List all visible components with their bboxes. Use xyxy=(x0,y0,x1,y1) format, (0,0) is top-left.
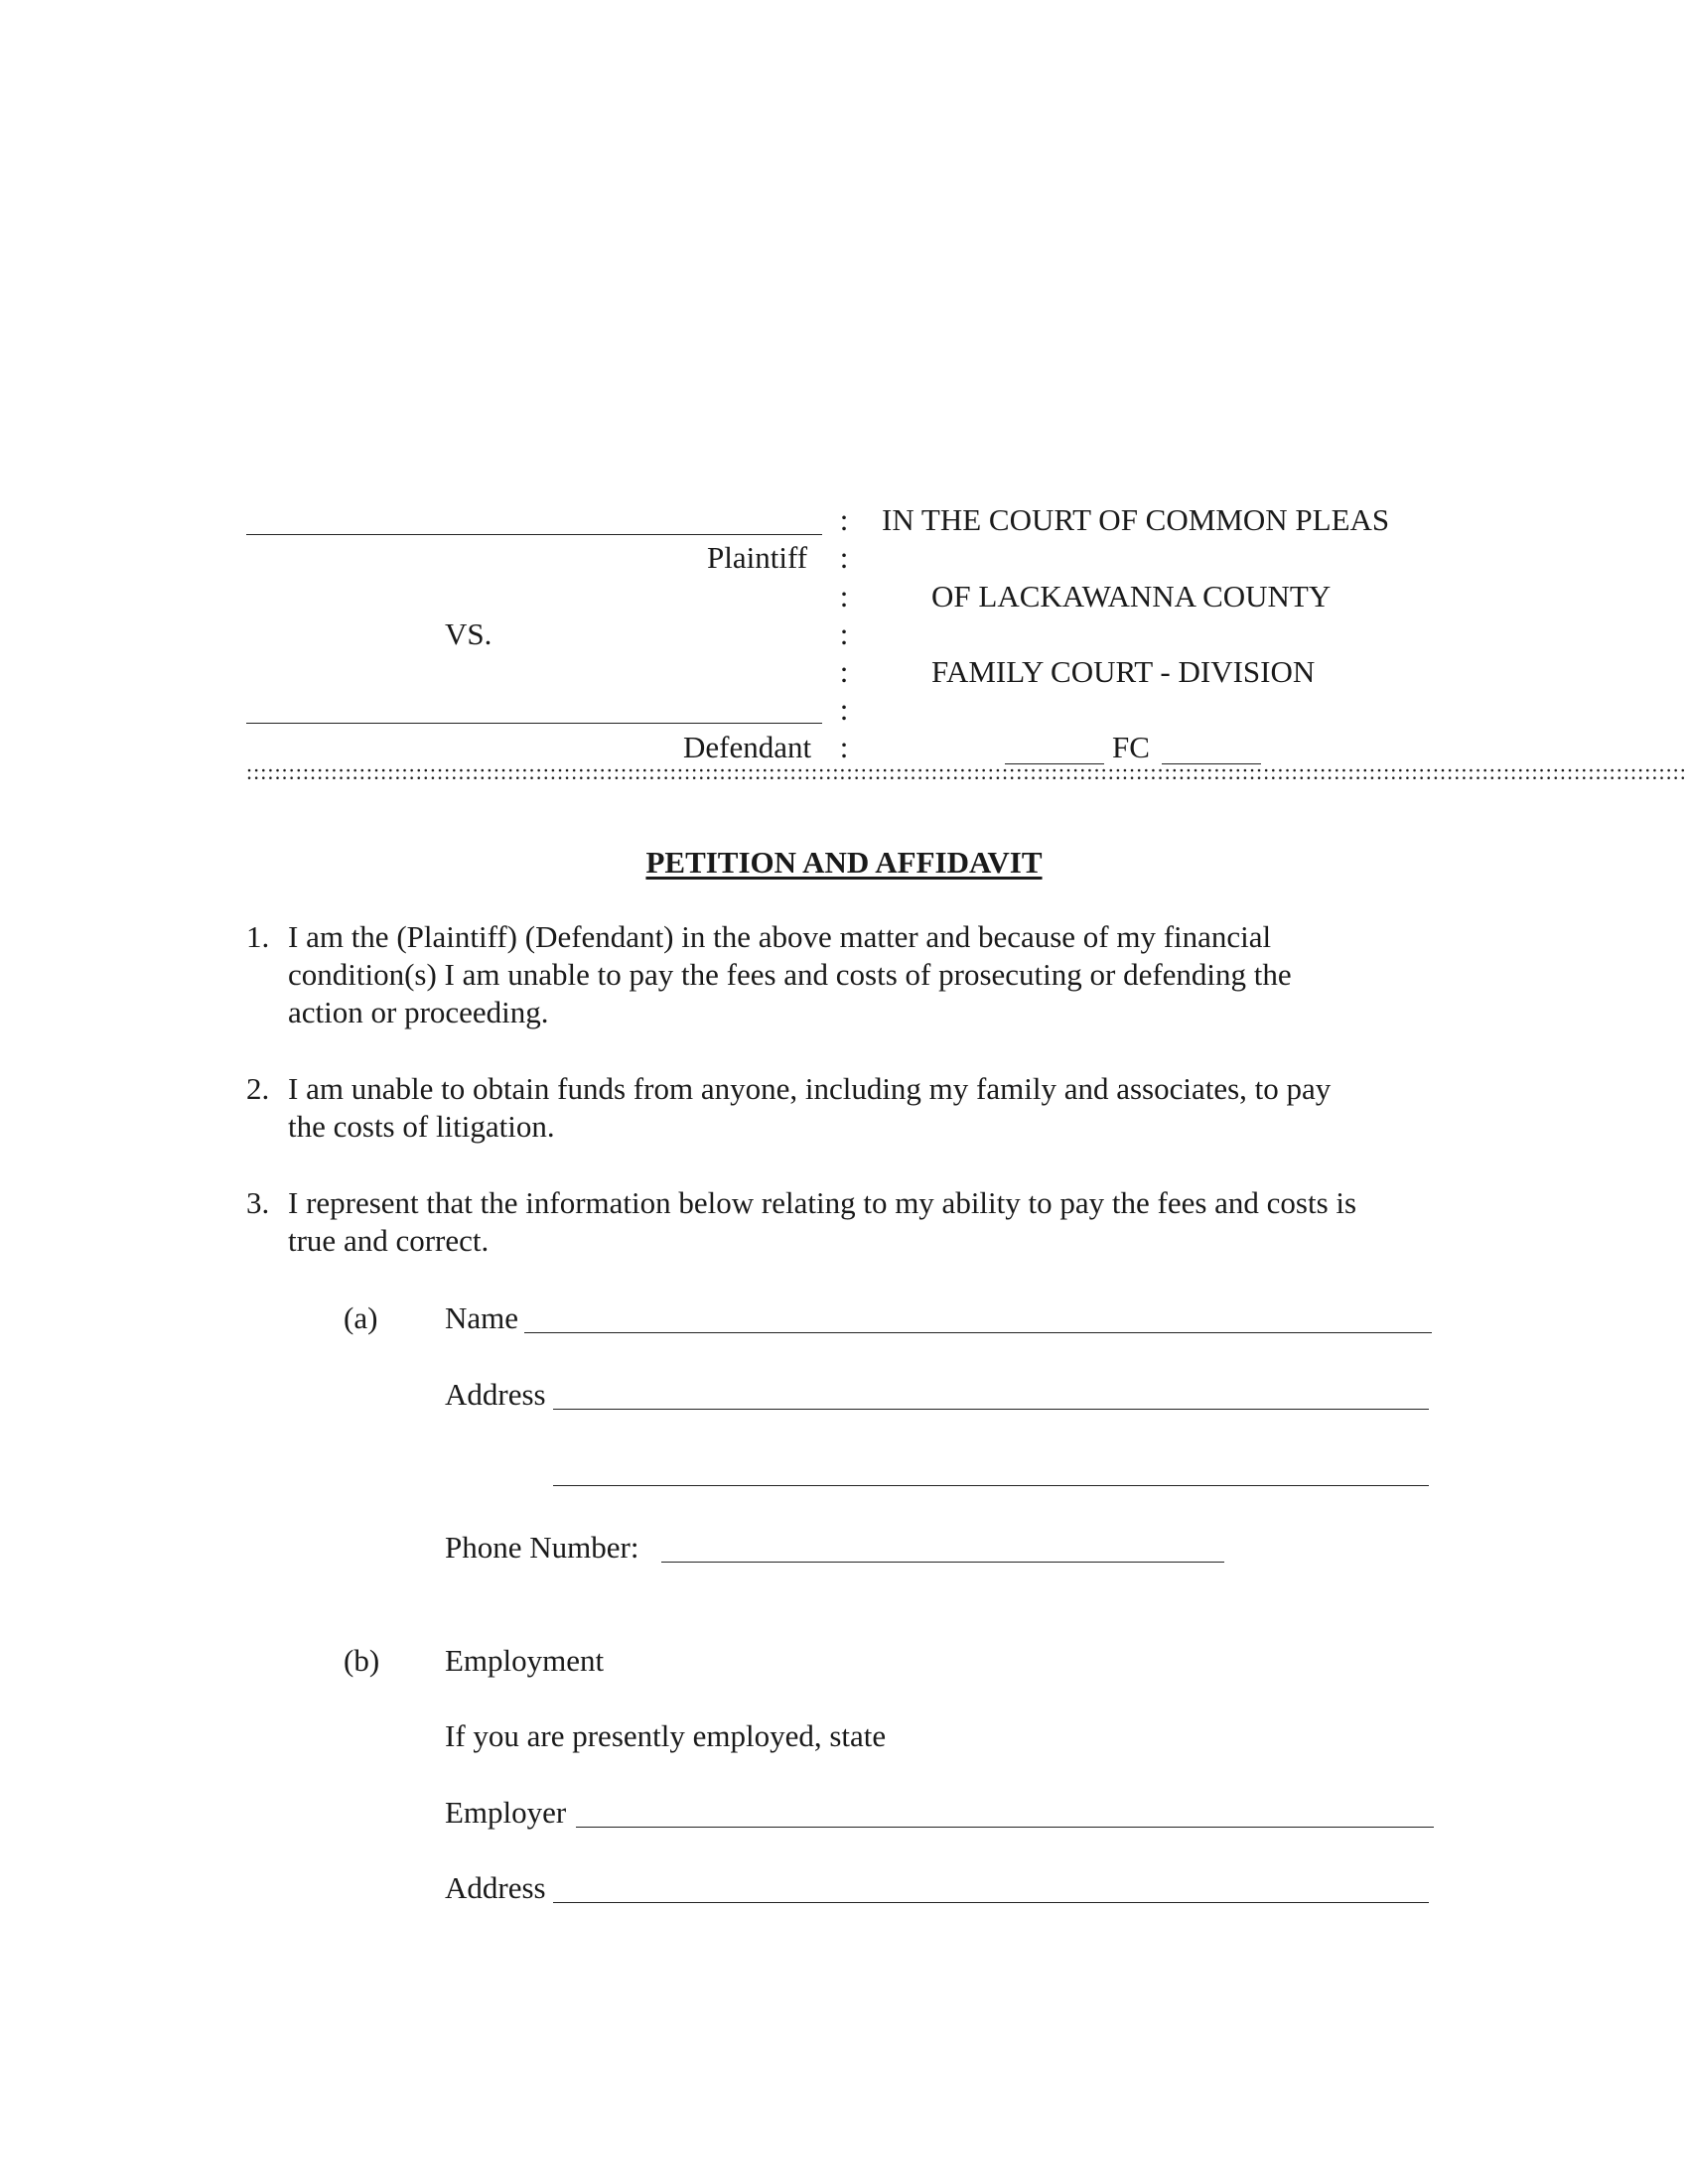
paragraph-line: true and correct. xyxy=(288,1223,490,1258)
name-field[interactable] xyxy=(524,1332,1432,1333)
court-name-line2: OF LACKAWANNA COUNTY xyxy=(931,579,1332,614)
paragraph-number: 3. xyxy=(246,1185,270,1220)
employer-address-field[interactable] xyxy=(553,1902,1429,1903)
paragraph-line: I am the (Plaintiff) (Defendant) in the above matter and because of my financial xyxy=(288,919,1272,954)
paragraph-line: condition(s) I am unable to pay the fees and costs of prosecuting or defending the xyxy=(288,957,1292,992)
section-b-marker: (b) xyxy=(344,1643,380,1678)
address-label: Address xyxy=(445,1377,546,1412)
employer-label: Employer xyxy=(445,1795,567,1830)
employer-field[interactable] xyxy=(576,1827,1434,1828)
caption-colon: : xyxy=(839,579,849,614)
paragraph-1 xyxy=(246,918,1438,1031)
employment-heading: Employment xyxy=(445,1643,605,1678)
paragraph-2 xyxy=(246,1070,1438,1146)
paragraph-number: 1. xyxy=(246,919,270,954)
paragraph-line: I am unable to obtain funds from anyone, including my family and associates, to pay xyxy=(288,1071,1332,1106)
plaintiff-name-field[interactable] xyxy=(246,534,822,535)
plaintiff-label: Plaintiff xyxy=(707,540,808,575)
paragraph-number: 2. xyxy=(246,1071,270,1106)
caption-divider: :::::::::::::::::::::::::::::::::::::::::::::::::::::::::::::::::::::::::::::::::::::::::::::::::::::::::::::::::::::::::::::::::::::::::::::::::::::::::::::::::::::::::::::::::::::::::::::::::::::::::::: xyxy=(246,759,1687,784)
paragraph-line: I represent that the information below relating to my ability to pay the fees and costs is xyxy=(288,1185,1357,1220)
caption-colon: : xyxy=(839,692,849,727)
court-name-line1: IN THE COURT OF COMMON PLEAS xyxy=(882,502,1390,537)
caption-colon: : xyxy=(839,654,849,689)
employment-instruction: If you are presently employed, state xyxy=(445,1718,887,1753)
defendant-label: Defendant xyxy=(683,730,812,764)
paragraph-line: action or proceeding. xyxy=(288,995,549,1029)
phone-number-label: Phone Number: xyxy=(445,1530,639,1565)
document-title: PETITION AND AFFIDAVIT xyxy=(645,845,1043,880)
address-field[interactable] xyxy=(553,1409,1429,1410)
paragraph-line: the costs of litigation. xyxy=(288,1109,555,1144)
paragraph-3 xyxy=(246,1184,1438,1260)
docket-fc-label: FC xyxy=(1112,730,1150,764)
caption-colon: : xyxy=(839,730,849,764)
address-field-line2[interactable] xyxy=(553,1485,1429,1486)
phone-number-field[interactable] xyxy=(661,1562,1224,1563)
employer-address-label: Address xyxy=(445,1870,546,1905)
name-label: Name xyxy=(445,1300,519,1335)
court-division: FAMILY COURT - DIVISION xyxy=(931,654,1316,689)
caption-colon: : xyxy=(839,540,849,575)
caption-colon: : xyxy=(839,502,849,537)
caption-colon: : xyxy=(839,616,849,651)
defendant-name-field[interactable] xyxy=(246,723,822,724)
vs-label: VS. xyxy=(445,616,492,651)
section-a-marker: (a) xyxy=(344,1300,378,1335)
